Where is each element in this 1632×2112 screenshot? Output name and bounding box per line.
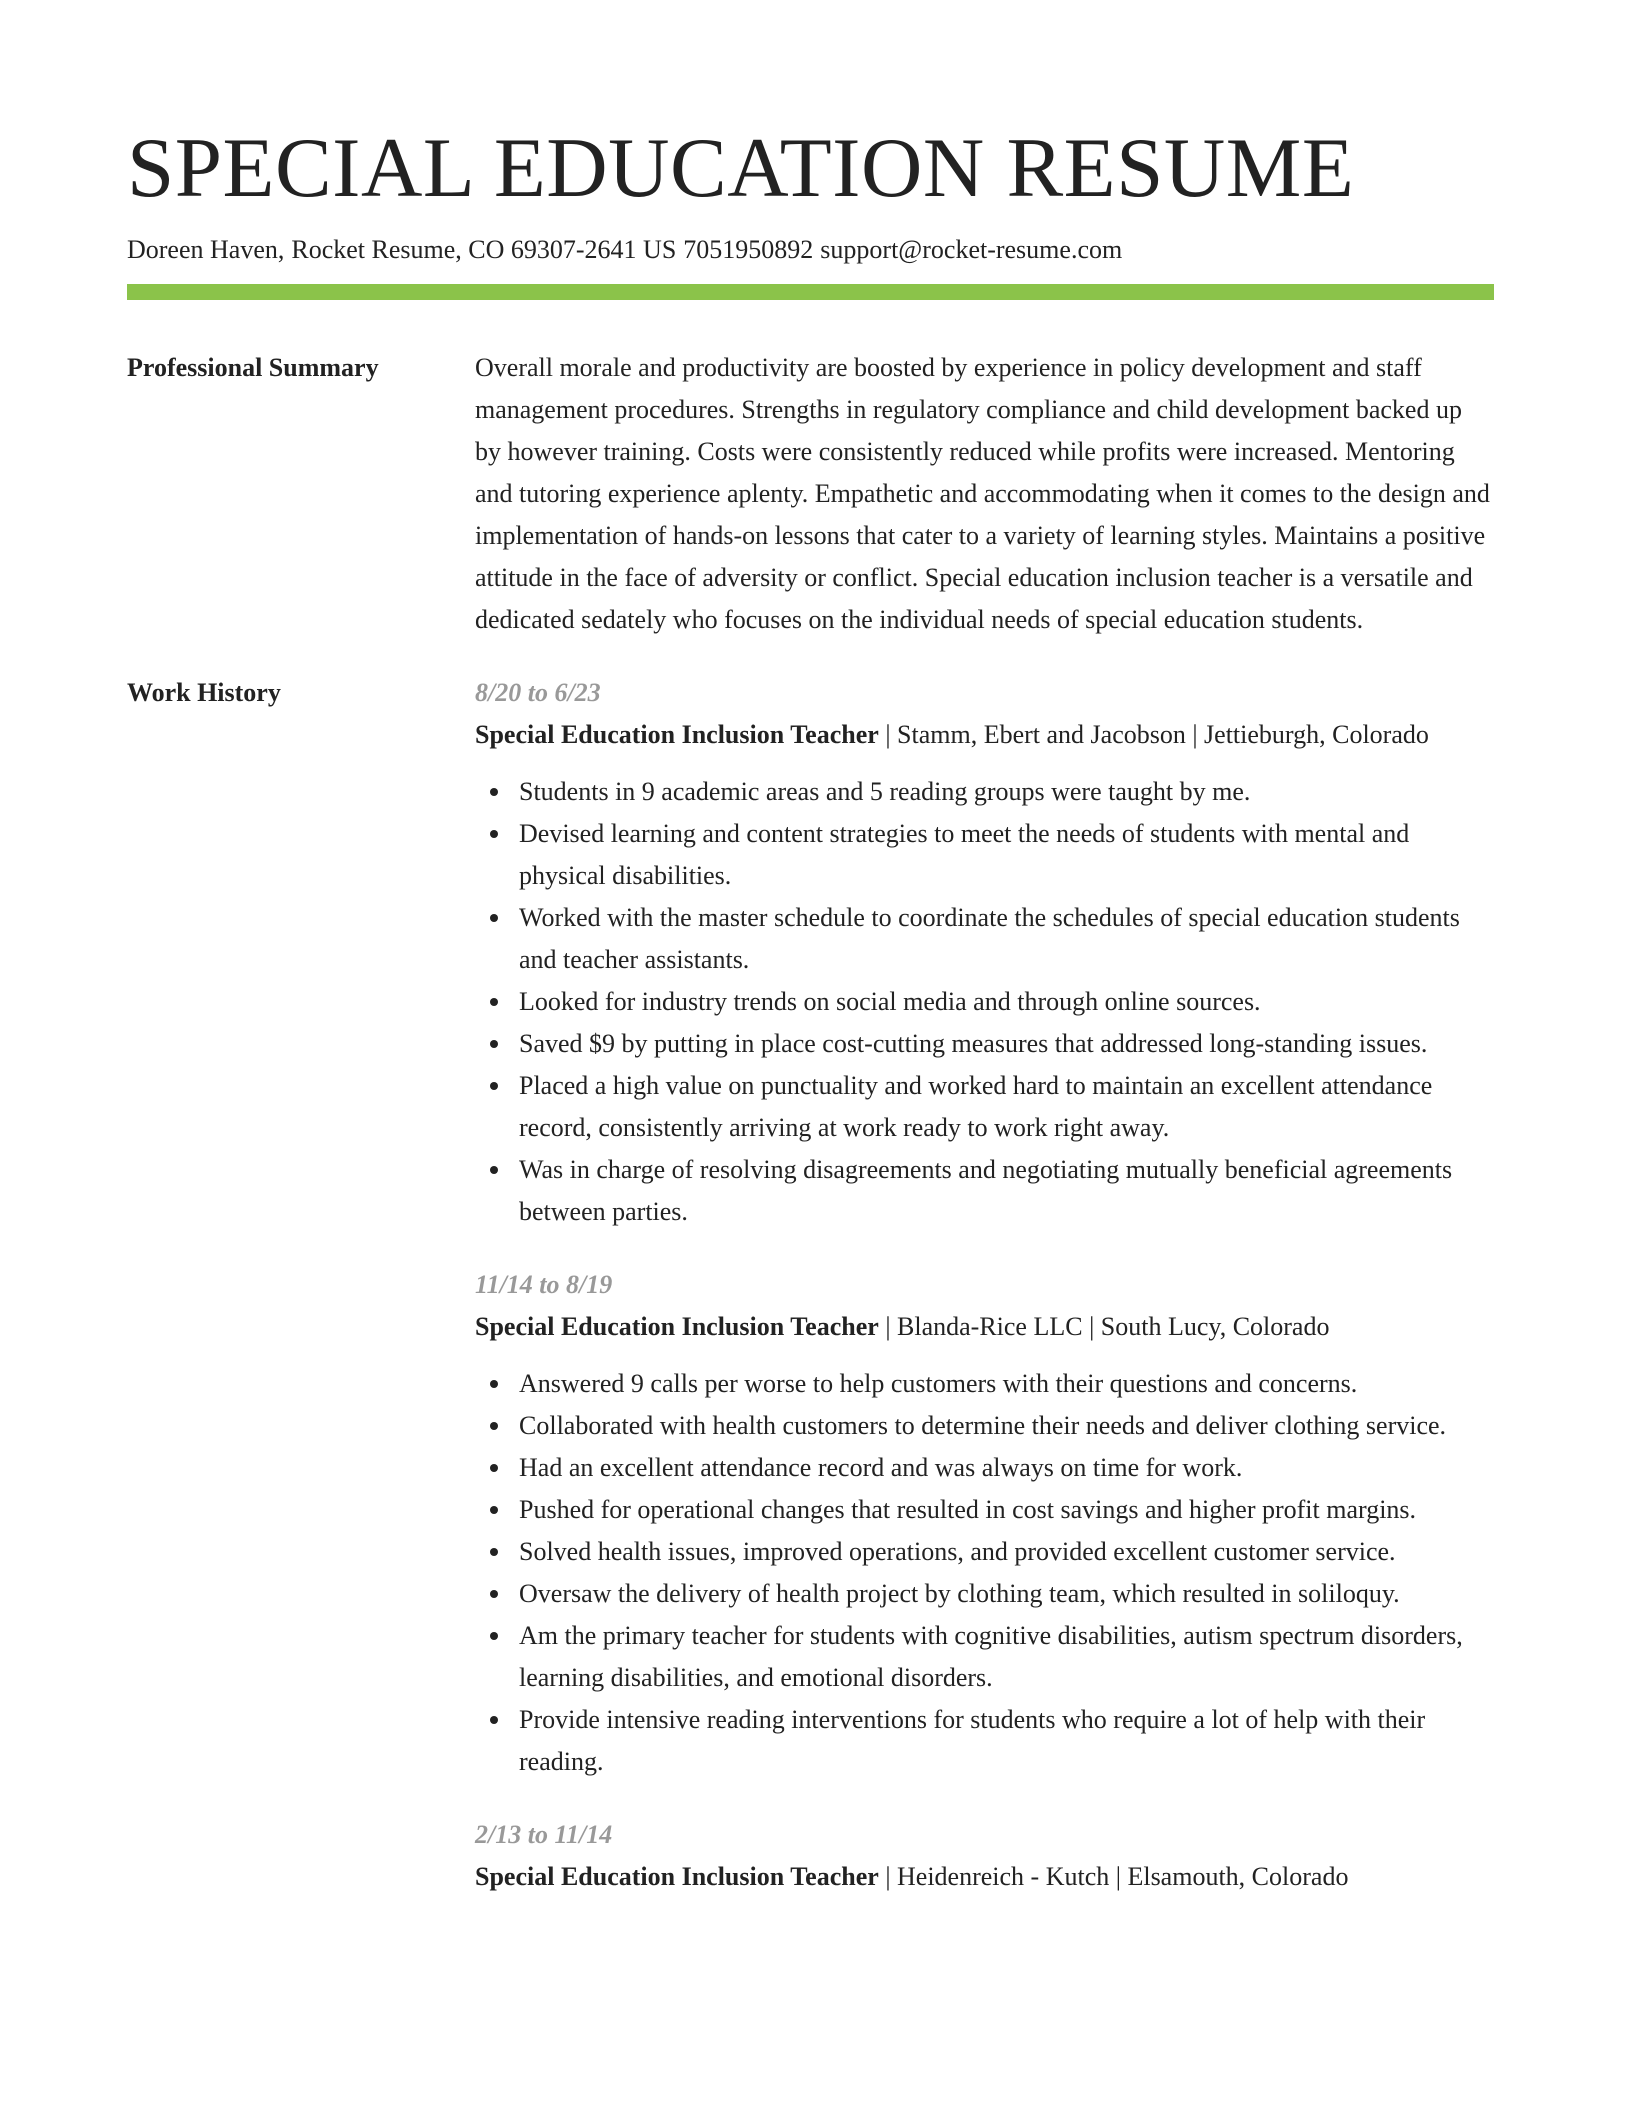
list-item: Saved $9 by putting in place cost-cutting measures that addressed long-standing issues.	[519, 1023, 1494, 1065]
job-entry	[475, 1814, 1494, 1898]
job-details: | Blanda-Rice LLC | South Lucy, Colorado	[878, 1312, 1330, 1341]
list-item: Placed a high value on punctuality and worked hard to maintain an excellent attendance record, consistently arriving at work ready to work right away.	[519, 1065, 1494, 1149]
job-bullets	[475, 771, 1494, 1233]
list-item: Had an excellent attendance record and was always on time for work.	[519, 1447, 1494, 1489]
list-item: Solved health issues, improved operations, and provided excellent customer service.	[519, 1531, 1494, 1573]
job-role-line	[475, 1306, 1494, 1348]
contact-name: Doreen Haven,	[127, 235, 285, 264]
header-divider	[127, 284, 1494, 300]
job-details: | Stamm, Ebert and Jacobson | Jettieburgh, Colorado	[878, 720, 1429, 749]
work-history-section	[127, 672, 1494, 1898]
job-title: Special Education Inclusion Teacher	[475, 720, 879, 749]
contact-email: support@rocket-resume.com	[820, 235, 1123, 264]
summary-section	[127, 347, 1494, 641]
job-entry	[475, 672, 1494, 1233]
list-item: Pushed for operational changes that resulted in cost savings and higher profit margins.	[519, 1489, 1494, 1531]
list-item: Students in 9 academic areas and 5 reading groups were taught by me.	[519, 771, 1494, 813]
list-item: Collaborated with health customers to determine their needs and deliver clothing service.	[519, 1405, 1494, 1447]
list-item: Am the primary teacher for students with cognitive disabilities, autism spectrum disorders, learning disabilities, and emotional disorders.	[519, 1615, 1494, 1699]
job-dates: 8/20 to 6/23	[475, 678, 601, 707]
job-dates: 2/13 to 11/14	[475, 1820, 613, 1849]
work-history-list	[475, 672, 1494, 1898]
job-details: | Heidenreich - Kutch | Elsamouth, Colorado	[878, 1862, 1349, 1891]
list-item: Devised learning and content strategies to meet the needs of students with mental and physical disabilities.	[519, 813, 1494, 897]
job-title: Special Education Inclusion Teacher	[475, 1862, 879, 1891]
job-role-line	[475, 1856, 1494, 1898]
job-entry	[475, 1264, 1494, 1783]
list-item: Answered 9 calls per worse to help customers with their questions and concerns.	[519, 1363, 1494, 1405]
resume-page	[127, 118, 1494, 1898]
summary-text: Overall morale and productivity are boosted by experience in policy development and staff management procedures. Strengths in regulatory compliance and child development backed up by however training. Costs were consistently reduced while profits were increased. Mentoring and tutoring experience aplenty. Empathetic and accommodating when it comes to the design and implementation of hands-on lessons that cater to a variety of learning styles. Maintains a positive attitude in the face of adversity or conflict. Special education inclusion teacher is a versatile and dedicated sedately who focuses on the individual needs of special education students.	[475, 353, 1490, 634]
summary-label: Professional Summary	[127, 353, 379, 382]
contact-phone: 7051950892	[683, 235, 814, 264]
contact-line	[127, 230, 1494, 270]
contact-location: Rocket Resume, CO 69307-2641 US	[291, 235, 677, 264]
list-item: Was in charge of resolving disagreements and negotiating mutually beneficial agreements between parties.	[519, 1149, 1494, 1233]
resume-title: SPECIAL EDUCATION RESUME	[127, 121, 1355, 215]
list-item: Looked for industry trends on social media and through online sources.	[519, 981, 1494, 1023]
list-item: Worked with the master schedule to coordinate the schedules of special education students and teacher assistants.	[519, 897, 1494, 981]
job-dates: 11/14 to 8/19	[475, 1270, 613, 1299]
job-bullets	[475, 1363, 1494, 1783]
list-item: Provide intensive reading interventions for students who require a lot of help with their reading.	[519, 1699, 1494, 1783]
job-role-line	[475, 714, 1494, 756]
job-title: Special Education Inclusion Teacher	[475, 1312, 879, 1341]
work-history-label: Work History	[127, 678, 281, 707]
list-item: Oversaw the delivery of health project by clothing team, which resulted in soliloquy.	[519, 1573, 1494, 1615]
